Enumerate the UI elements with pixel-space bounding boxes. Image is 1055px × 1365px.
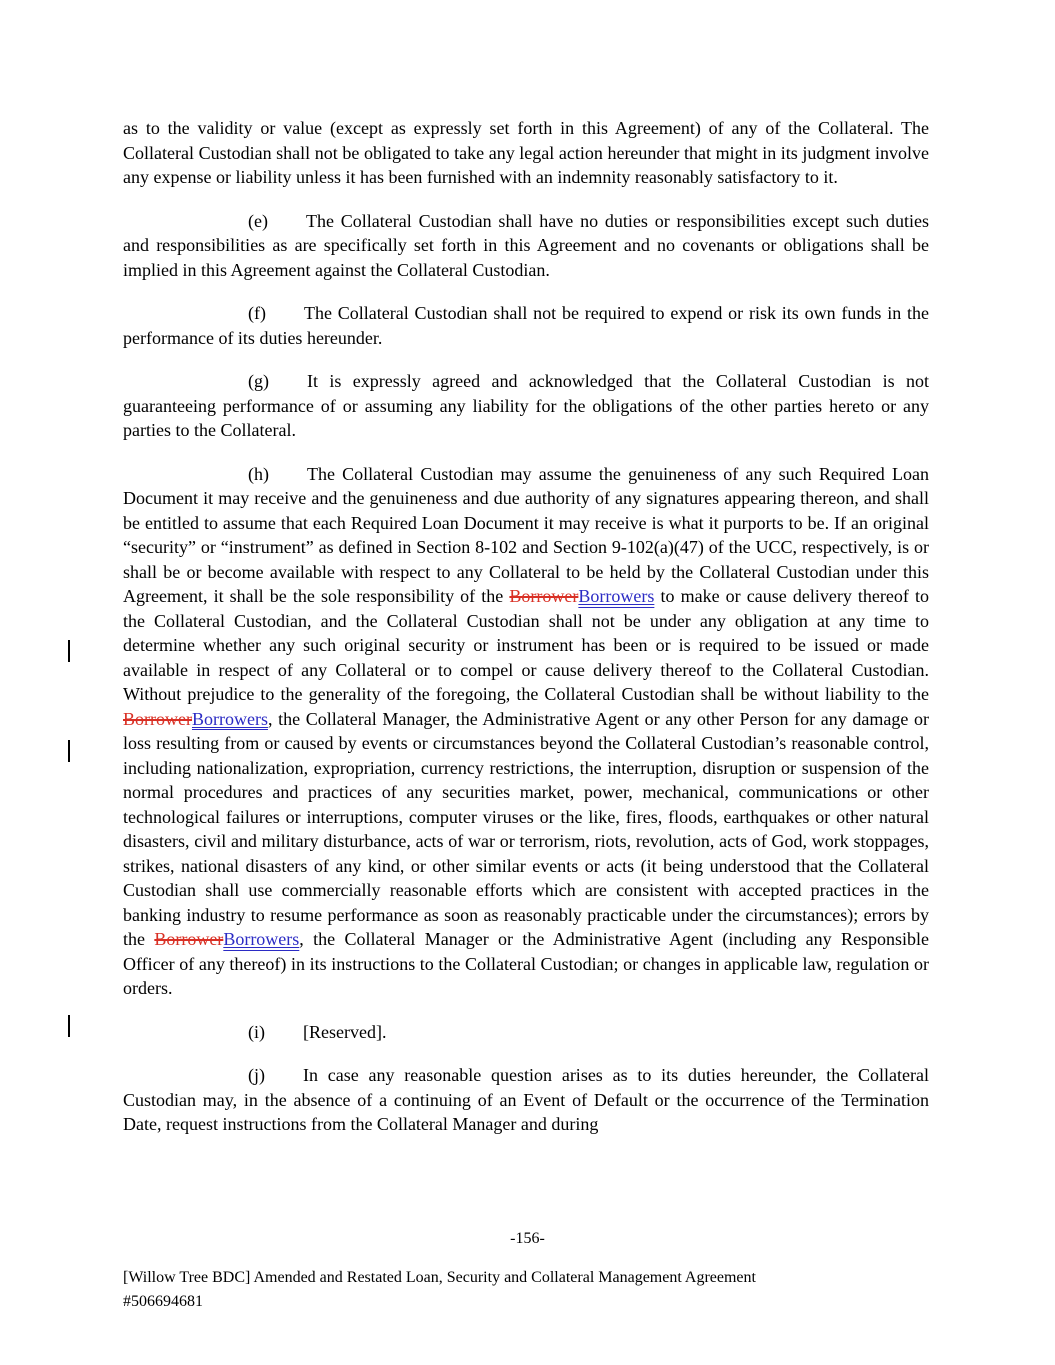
change-bar	[68, 1015, 70, 1037]
paragraph-text: The Collateral Custodian shall have no duties or responsibilities except such duties and responsibilities as are specifically set forth in this Agreement and no covenants or obligations shall be implied in this Agreement against the Collateral Custodian.	[123, 210, 929, 280]
paragraph-label: (i)	[248, 1021, 265, 1042]
redline-inserted-text: Borrowers	[578, 586, 655, 606]
paragraph-text: The Collateral Custodian shall not be required to expend or risk its own funds in the performance of its duties hereunder.	[123, 303, 929, 348]
paragraph-f	[123, 301, 929, 350]
footer-doc-title: [Willow Tree BDC] Amended and Restated Loan, Security and Collateral Management Agreement	[123, 1269, 756, 1286]
paragraph-label: (h)	[248, 463, 269, 484]
paragraph-label: (j)	[248, 1065, 265, 1085]
footer-doc-number: #506694681	[123, 1293, 203, 1310]
redline-deleted-text: Borrower	[123, 708, 192, 729]
paragraph-text: as to the validity or value (except as expressly set forth in this Agreement) of any of the Collateral. The Collateral Custodian shall not be obligated to take any legal action hereunder that might in its judgment involve any expense or liability unless it has been furnished with an indemnity reasonably satisfactory to it.	[123, 118, 929, 187]
paragraph-label: (g)	[248, 371, 269, 391]
redline-inserted-text: Borrowers	[223, 929, 300, 949]
paragraph-e	[123, 209, 929, 283]
redline-deleted-text: Borrower	[154, 929, 224, 949]
change-bar	[68, 740, 70, 762]
paragraph-continuation	[123, 116, 929, 190]
paragraph-text: to make or cause delivery thereof to the Collateral Custodian, and the Collateral Custodian shall not be under any obligation at any time to determine whether any such original security or instrument has been or is required to be issued or made available in respect of any Collateral or to compel or cause delivery thereof to the Collateral Custodian. Without prejudice to the generality of the foregoing, the Collateral Custodian shall be without liability to the	[123, 586, 930, 704]
paragraph-label: (e)	[248, 210, 268, 231]
paragraph-text: The Collateral Custodian may assume the genuineness of any such Required Loan Document it may receive and the genuineness and due authority of any signatures appearing thereon, and shall be entitled to assume that each Required Loan Document it may receive is what it purports to be. If an original “security” or “instrument” as defined in Section 8-102 and Section 9-102(a)(47) of the UCC, respectively, is or shall be or become available with respect to any Collateral to be held by the Collateral Custodian under this Agreement, it shall be the sole responsibility of the	[123, 463, 929, 606]
redline-deleted-text: Borrower	[509, 586, 579, 606]
page-footer	[123, 1266, 929, 1314]
document-body	[123, 116, 929, 1156]
paragraph-list	[123, 209, 929, 1137]
paragraph-h	[123, 462, 929, 1001]
paragraph-label: (f)	[248, 303, 266, 323]
page-number: -156-	[510, 1230, 545, 1247]
paragraph-text: , the Collateral Manager or the Administrative Agent (including any Responsible Officer of any thereof) in its instructions to the Collateral Custodian; or changes in applicable law, regulation or orders.	[123, 929, 929, 998]
paragraph-i	[123, 1020, 929, 1045]
paragraph-text: , the Collateral Manager, the Administrative Agent or any other Person for any damage or loss resulting from or caused by events or circumstances beyond the Collateral Custodian’s reasonable control, including nationalization, expropriation, currency restrictions, the interruption, disruption or suspension of the normal procedures and practices of any securities market, power, mechanical, communications or other technological failures or interruptions, computer viruses or the like, fires, floods, earthquakes or other natural disasters, civil and military disturbance, acts of war or terrorism, riots, revolution, acts of God, work stoppages, strikes, national disasters of any kind, or other similar events or acts (it being understood that the Collateral Custodian shall use commercially reasonable efforts which are consistent with accepted practices in the banking industry to resume performance as soon as reasonably practicable under the circumstances); errors by the	[123, 708, 929, 949]
paragraph-text: It is expressly agreed and acknowledged that the Collateral Custodian is not guaranteeing performance of or assuming any liability for the obligations of the other parties hereto or any parties to the Collateral.	[123, 371, 929, 440]
paragraph-text: [Reserved].	[303, 1021, 387, 1042]
paragraph-g	[123, 369, 929, 443]
paragraph-j	[123, 1063, 929, 1137]
redline-inserted-text: Borrowers	[191, 708, 268, 729]
change-bar	[68, 640, 70, 662]
paragraph-text: In case any reasonable question arises as to its duties hereunder, the Collateral Custodian may, in the absence of a continuing of an Event of Default or the occurrence of the Termination Date, request instructions from the Collateral Manager and during	[123, 1065, 929, 1134]
